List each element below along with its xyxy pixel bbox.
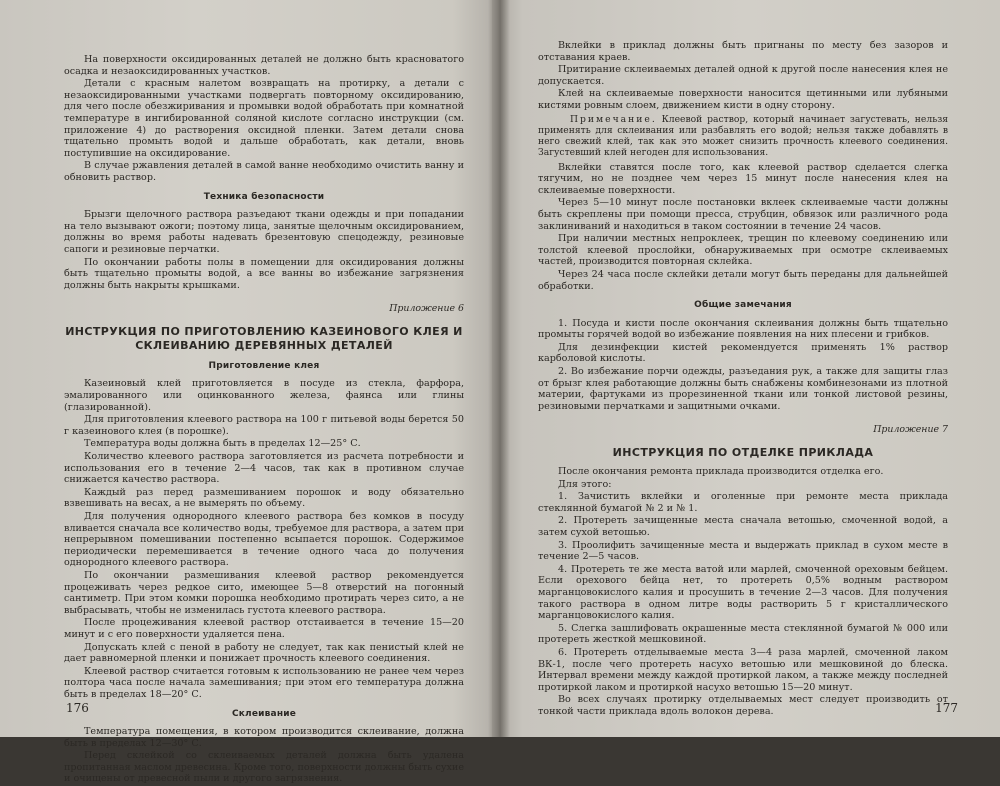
paragraph: Для дезинфекции кистей рекомендуется применять 1% раствор карболовой кислоты. [538,341,948,365]
right-page [492,0,1000,737]
paragraph: Во всех случаях протирку отделываемых мест следует производить от тонкой части приклада вдоль волокон дерева. [538,694,948,717]
paragraph: Для этого: [558,478,612,490]
paragraph: Казеиновый клей приготовляется в посуде из стекла, фарфора, эмалированного или оцинкованного железа, фаянса или глины (глазированной). [64,378,464,413]
section-heading-general-remarks: Общие замечания [694,300,792,311]
list-item: 1. Зачистить вклейки и оголенные при ремонте места приклада стеклянной бумагой № 2 и № 1. [538,491,948,514]
list-item: 2. Протереть зачищенные места сначала ветошью, смоченной водой, а затем сухой ветошью. [538,515,948,538]
section-heading-safety: Техника безопасности [203,191,325,202]
paragraph: Брызги щелочного раствора разъедают ткани одежды и при попадании на тело вызывают ожоги; поэтому лица, занятые щелочным оксидированием, должны во время работы надевать брезентовую спецодежду, резиновые сапоги и резиновые перчатки. [64,209,464,255]
section-heading-glue-preparation: Приготовление клея [208,360,320,371]
paragraph: В случае ржавления деталей в самой ванне необходимо очистить ванну и обновить раствор. [64,160,464,183]
paragraph: На поверхности оксидированных деталей не должно быть красноватого осадка и незаоксидированных участков. [64,54,464,77]
left-page [0,0,492,785]
paragraph: 1. Посуда и кисти после окончания склеивания должны быть тщательно промыты горячей водой во избежание появления на них плесени и грибков. [538,317,948,341]
paragraph: Каждый раз перед размешиванием порошок и воду обязательно взвешивать на весах, а не вымерять по объему. [64,486,464,510]
paragraph: Через 5—10 минут после постановки вклеек склеиваемые части должны быть скреплены при помощи пресса, струбцин, обвязок или различного рода заклиниваний и находиться в таком состоянии в течение 24 часов. [538,197,948,232]
paragraph: Вклейки в приклад должны быть пригнаны по месту без зазоров и отставания краев. [538,40,948,63]
paragraph: Для приготовления клеевого раствора на 100 г питьевой воды берется 50 г казеинового клея (в порошке). [64,414,464,437]
paragraph: Детали с красным налетом возвращать на протирку, а детали с незаоксидированными участками подвергать повторному оксидированию, для чего после обезжиривания и промывки водой обработать при комнатной температуре в ингибированной соляной кислоте согласно инструкции (см. приложение 4) до растворения оксидной пленки. Затем детали снова тщательно промыть водой и дальше обработать, как детали, вновь поступившие на оксидирование. [64,78,464,159]
instruction-title: ИНСТРУКЦИЯ ПО ОТДЕЛКЕ ПРИКЛАДА [612,446,874,460]
instruction-title: ИНСТРУКЦИЯ ПО ПРИГОТОВЛЕНИЮ КАЗЕИНОВОГО КЛЕЯ И СКЛЕИВАНИЮ ДЕРЕВЯННЫХ ДЕТАЛЕЙ [65,324,463,352]
list-item: 6. Протереть отделываемые места 3—4 раза марлей, смоченной лаком ВК-1, после чего протереть насухо ветошью или мешковиной до блеска. Интервал времени между каждой протиркой лаком, а также между последней протиркой лаком и протиркой насухо ветошью 15—20 минут. [538,646,948,693]
paragraph: Перед склейкой со склеиваемых деталей должна быть удалена пропитанная маслом древесина. Кроме того, поверхности должны быть сухие и очищены от древесной пыли и другого загрязнения. [64,750,464,785]
appendix-label: Приложение 6 [389,303,464,315]
list-item: 5. Слегка зашлифовать окрашенные места стеклянной бумагой № 000 или протереть жесткой мешковиной. [538,622,948,646]
paragraph: Температура воды должна быть в пределах 12—25° С. [84,438,361,450]
left-text-column [64,54,464,786]
paragraph: Вклейки ставятся после того, как клеевой раствор сделается слегка тягучим, но не позднее чем через 15 минут после нанесения клея на склеиваемые поверхности. [538,161,948,196]
paragraph: При наличии местных непроклеек, трещин по клеевому соединению или толстой клеевой прослойки, обнаруживаемых при осмотре склеиваемых частей, производится повторная склейка. [538,233,948,268]
paragraph: 2. Во избежание порчи одежды, разъедания рук, а также для защиты глаз от брызг клея работающие должны быть снабжены комбинезонами из плотной материи, фартуками из прорезиненной ткани или тонкой листовой резины, резиновыми перчатками и защитными очками. [538,366,948,412]
paragraph: По окончании размешивания клеевой раствор рекомендуется процеживать через редкое сито, имеющее 5—8 отверстий на погонный сантиметр. При этом комки порошка необходимо протирать через сито, а не выбрасывать, чтобы не изменилась густота клеевого раствора. [64,569,464,616]
note-text: Клеевой раствор, который начинает загустевать, нельзя применять для склеивания или разбавлять его водой; нельзя также добавлять в него свежий клей, так как это может снизить прочность клеевого соединения. Загустевший клей негоден для использования. [538,113,949,158]
list-item: 4. Протереть те же места ватой или марлей, смоченной ореховым бейцем. Если орехового бейца нет, то протереть 0,5% водным раствором марганцовокислого калия и просушить в течение 2—3 часов. Для получения такого раствора в одном литре воды растворить 5 г кристаллического марганцовокислого калия. [538,563,948,622]
right-text-column [538,40,948,719]
note-lead: Примечание. [570,113,657,125]
book-gutter [488,0,510,737]
paragraph: Количество клеевого раствора заготовляется из расчета потребности и использования его в течение 2—4 часов, так как в противном случае снижается качество раствора. [64,451,464,486]
note-paragraph [538,114,948,158]
paragraph: Клей на склеиваемые поверхности наносится щетинными или лубяными кистями ровным слоем, движением кисти в одну сторону. [538,88,948,111]
paragraph: После процеживания клеевой раствор отстаивается в течение 15—20 минут и с его поверхности удаляется пена. [64,617,464,640]
list-item: 3. Проолифить зачищенные места и выдержать приклад в сухом месте в течение 2—5 часов. [538,539,948,563]
page-number: 177 [935,701,958,715]
section-heading-gluing: Склеивание [231,708,297,719]
paragraph: После окончания ремонта приклада производится отделка его. [558,466,884,478]
paragraph: По окончании работы полы в помещении для оксидирования должны быть тщательно промыты водой, а все ванны во избежание загрязнения должны быть накрыты крышками. [64,256,464,291]
page-number: 176 [66,701,89,715]
appendix-label: Приложение 7 [873,424,948,436]
paragraph: Клеевой раствор считается готовым к использованию не ранее чем через полтора часа после начала замешивания; при этом его температура должна быть в пределах 18—20° С. [64,665,464,700]
paragraph: Притирание склеиваемых деталей одной к другой после нанесения клея не допускается. [538,64,948,87]
paragraph: Через 24 часа после склейки детали могут быть переданы для дальнейшей обработки. [538,268,948,292]
paragraph: Допускать клей с пеной в работу не следует, так как пенистый клей не дает равномерной пленки и понижает прочность клеевого соединения. [64,641,464,665]
paragraph: Температура помещения, в котором производится склеивание, должна быть в пределах 12—30° С. [64,726,464,749]
paragraph: Для получения однородного клеевого раствора без комков в посуду вливается сначала все количество воды, требуемое для раствора, а затем при непрерывном помешивании постепенно всыпается порошок. Содержимое периодически перемешивается в течение одного часа до получения однородного клеевого раствора. [64,511,464,569]
